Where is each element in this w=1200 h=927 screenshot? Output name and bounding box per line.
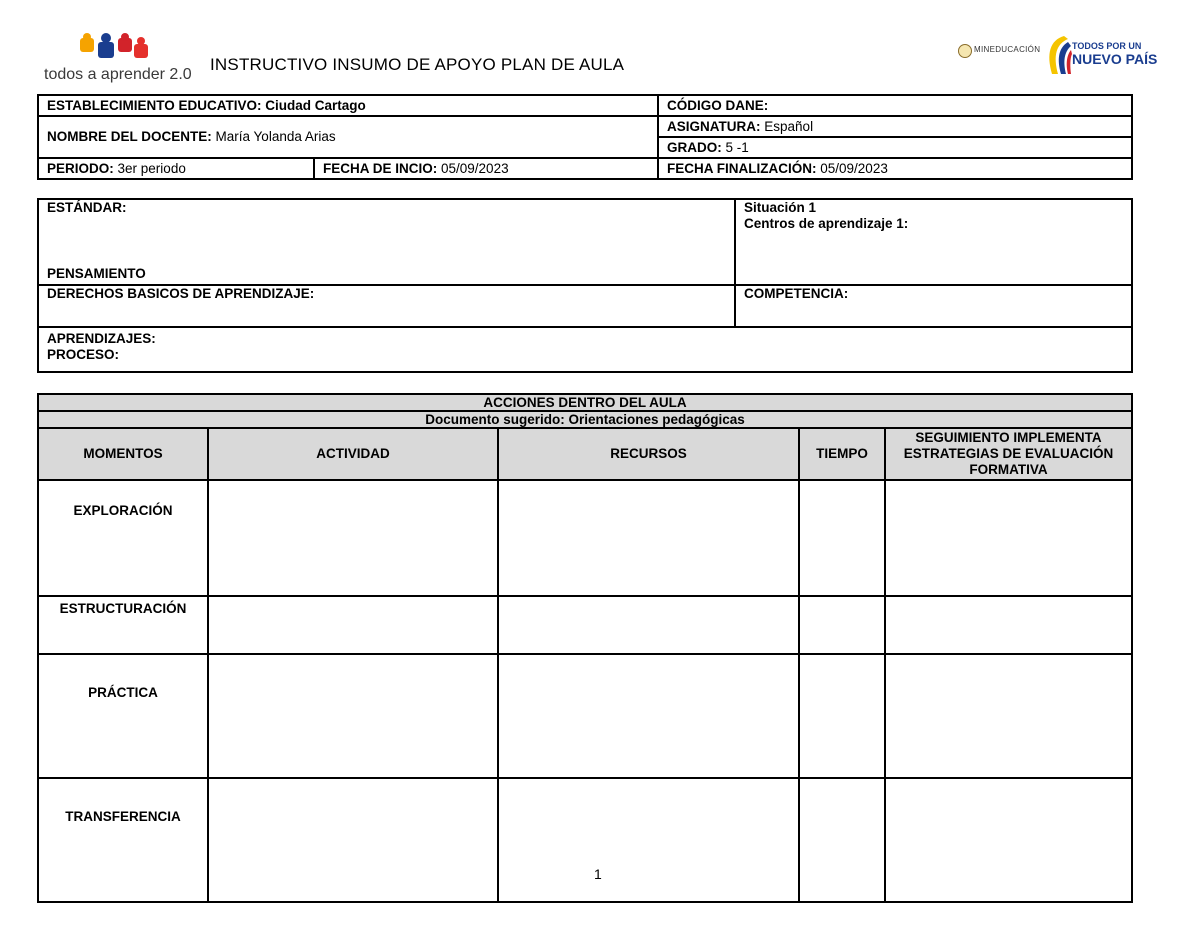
docente-cell [38,116,658,158]
moment-transferencia: TRANSFERENCIA [38,778,208,902]
seguimiento-cell[interactable] [885,480,1132,596]
actividad-cell[interactable] [208,654,498,778]
fecha-fin-value: 05/09/2023 [820,160,888,176]
grado-label: GRADO: [667,139,722,155]
moment-exploracion: EXPLORACIÓN [38,480,208,596]
aprendizajes-label: APRENDIZAJES: [47,331,156,346]
moment-estructuracion: ESTRUCTURACIÓN [38,596,208,654]
periodo-cell [38,158,314,179]
todos-a-aprender-logo [40,32,190,92]
col-momentos: MOMENTOS [38,428,208,480]
seguimiento-cell[interactable] [885,596,1132,654]
recursos-cell[interactable] [498,480,799,596]
periodo-value: 3er periodo [117,160,186,176]
asignatura-label: ASIGNATURA: [667,118,761,134]
tiempo-cell[interactable] [799,654,885,778]
ministry-seal-icon [958,44,972,58]
seguimiento-cell[interactable] [885,654,1132,778]
establecimiento-value: Ciudad Cartago [265,97,366,113]
fecha-inicio-label: FECHA DE INCIO: [323,160,438,176]
fecha-fin-label: FECHA FINALIZACIÓN: [667,160,817,176]
tiempo-cell[interactable] [799,778,885,902]
fecha-inicio-cell [314,158,658,179]
seguimiento-cell[interactable] [885,778,1132,902]
recursos-cell[interactable] [498,596,799,654]
col-tiempo: TIEMPO [799,428,885,480]
grado-value: 5 -1 [725,139,749,155]
recursos-cell[interactable] [498,778,799,902]
table-row [38,480,1132,596]
proceso-label: PROCESO: [47,347,120,362]
estandar-cell [38,199,735,285]
col-actividad: ACTIVIDAD [208,428,498,480]
tiempo-cell[interactable] [799,596,885,654]
logo-left-text: todos a aprender 2.0 [44,66,192,83]
info-table [37,94,1133,180]
actividad-cell[interactable] [208,480,498,596]
table-row [38,778,1132,902]
establecimiento-cell [38,95,658,116]
dba-label: DERECHOS BASICOS DE APRENDIZAJE: [47,286,315,301]
establecimiento-label: ESTABLECIMIENTO EDUCATIVO: [47,97,262,113]
docente-label: NOMBRE DEL DOCENTE: [47,129,212,144]
recursos-cell[interactable] [498,654,799,778]
document-title: INSTRUCTIVO INSUMO DE APOYO PLAN DE AULA [210,55,625,74]
slogan-bottom: NUEVO PAÍS [1072,51,1158,67]
dba-cell [38,285,735,327]
asignatura-cell [658,116,1132,137]
asignatura-value: Español [764,118,814,134]
actividad-cell[interactable] [208,596,498,654]
pensamiento-label: PENSAMIENTO [47,266,146,281]
ministry-text: MINEDUCACIÓN [974,45,1041,54]
standards-table [37,198,1133,373]
moment-practica: PRÁCTICA [38,654,208,778]
actions-title: ACCIONES DENTRO DEL AULA [38,394,1132,411]
situacion-cell [735,199,1132,285]
col-seguimiento: SEGUIMIENTO IMPLEMENTA ESTRATEGIAS DE EVALUACIÓN FORMATIVA [885,428,1132,480]
grado-cell [658,137,1132,158]
codigo-label: CÓDIGO DANE: [667,97,769,113]
page-number: 1 [594,866,602,882]
competencia-label: COMPETENCIA: [744,286,849,301]
actions-subtitle: Documento sugerido: Orientaciones pedagógicas [38,411,1132,428]
aprendizajes-cell [38,327,1132,372]
situacion-label: Situación 1 [744,200,817,215]
fecha-inicio-value: 05/09/2023 [441,160,509,176]
centros-label: Centros de aprendizaje 1: [744,216,909,231]
estandar-label: ESTÁNDAR: [47,200,127,215]
competencia-cell [735,285,1132,327]
table-row [38,654,1132,778]
col-recursos: RECURSOS [498,428,799,480]
codigo-cell [658,95,1132,116]
fecha-fin-cell [658,158,1132,179]
actions-table [37,393,1133,903]
tiempo-cell[interactable] [799,480,885,596]
government-logos [950,30,1158,80]
table-row [38,596,1132,654]
periodo-label: PERIODO: [47,160,114,176]
slogan-top: TODOS POR UN [1072,41,1142,51]
docente-value: María Yolanda Arias [215,129,336,144]
colombia-flag-icon [1042,34,1072,76]
actividad-cell[interactable] [208,778,498,902]
